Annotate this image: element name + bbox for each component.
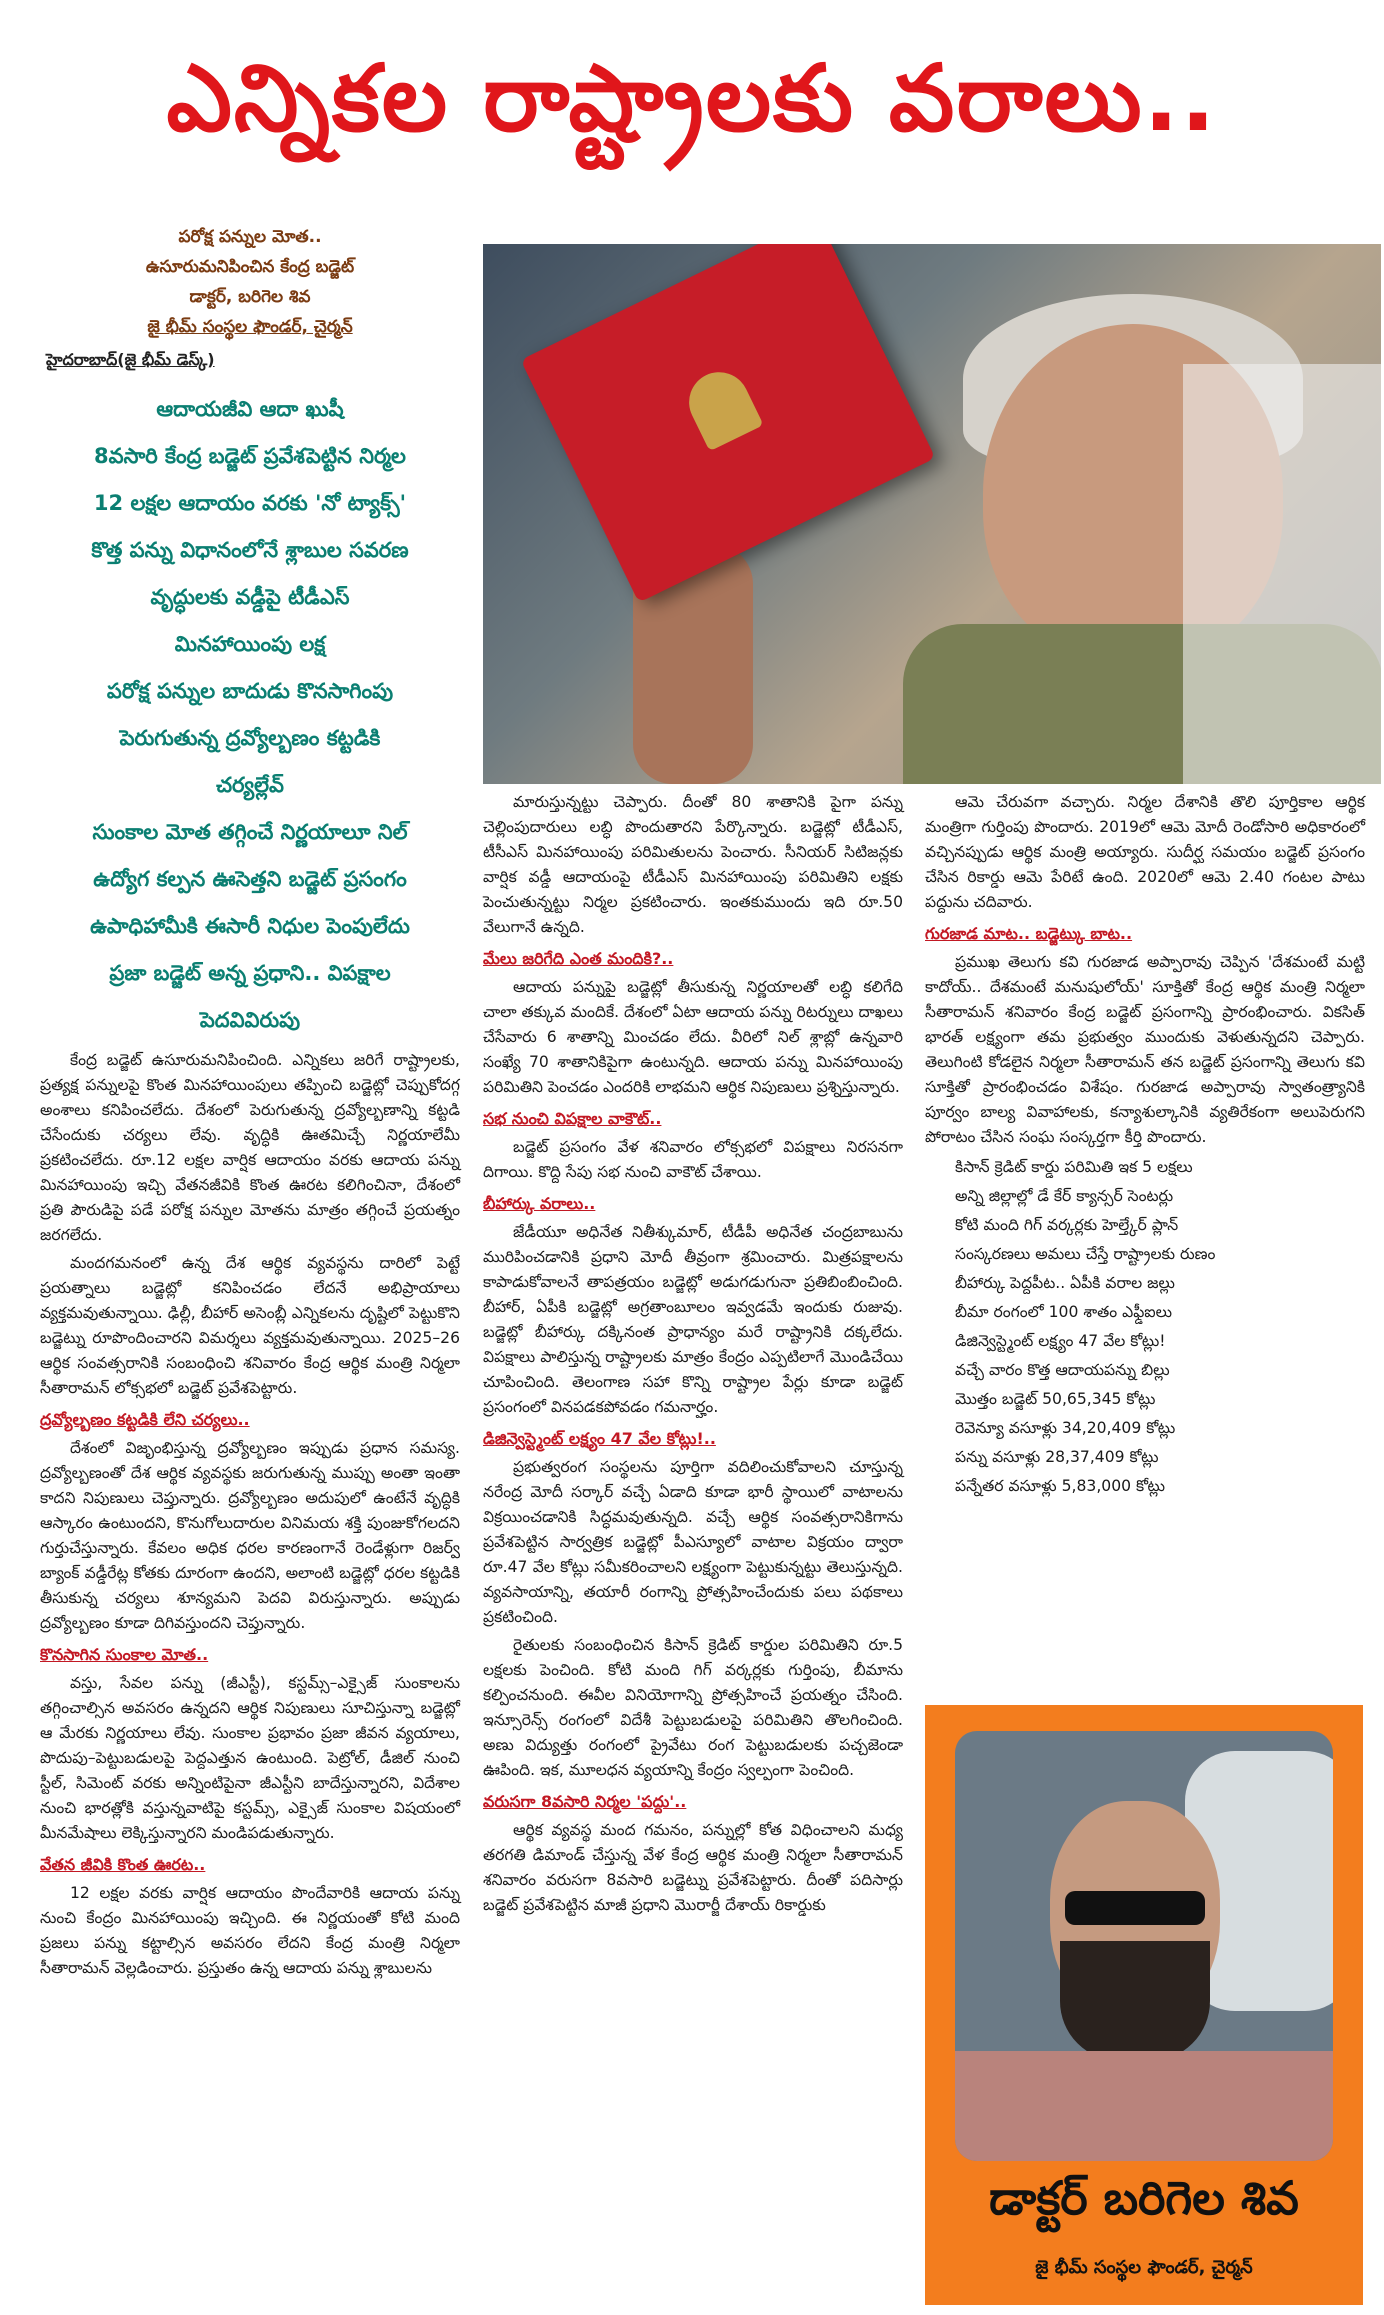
author-name: డాక్టర్, బరిగెల శివ bbox=[189, 287, 311, 307]
body-paragraph: దేశంలో విజృంభిస్తున్న ద్రవ్యోల్బణం ఇప్పుడు ప్రధాన సమస్య. ద్రవ్యోల్బణంతో దేశ ఆర్థిక వ్యవస్థకు జరుగుతున్న ముప్పు అంతా ఇంతా కాదని నిపుణులు చెప్తున్నారు. ద్రవ్యోల్బణం అదుపులో ఉంటేనే వృద్ధికి ఆస్కారం ఉంటుందని, కొనుగోలుదారుల వినిమయ శక్తి పుంజుకోగలదని గుర్తుచేస్తున్నారు. కేవలం అధిక ధరల కారణంగానే రెండేళ్లుగా రిజర్వ్ బ్యాంక్ వడ్డీరేట్ల కోతకు దూరంగా ఉందని, అలాంటి బడ్జెట్లో ధరల కట్టడికి తీసుకున్న చర్యలు శూన్యమని పెదవి విరుస్తున్నారు. అప్పుడు ద్రవ్యోల్బణం కూడా దిగివస్తుందని చెప్తున్నారు. bbox=[40, 1439, 460, 1632]
fact-item: సంస్కరణలు అమలు చేస్తే రాష్ట్రాలకు రుణం bbox=[955, 1245, 1216, 1263]
budget-tablet-folder bbox=[521, 244, 936, 603]
highlights-list bbox=[40, 386, 460, 1044]
section-subhead: మేలు జరిగేది ఎంత మందికి?.. bbox=[483, 949, 674, 968]
photo-shirt bbox=[955, 2051, 1333, 2161]
section-subhead: వేతన జీవికి కొంత ఊరట.. bbox=[40, 1855, 206, 1874]
intro-block bbox=[40, 222, 460, 1044]
author-role: జై భీమ్ సంస్థల ఫౌండర్, చైర్మన్ bbox=[147, 317, 353, 337]
section-subhead: గురజాడ మాట.. బడ్జెట్కు బాట.. bbox=[925, 924, 1133, 943]
highlight-line: సుంకాల మోత తగ్గించే నిర్ణయాలూ నిల్ bbox=[92, 820, 408, 844]
dateline-text: హైదరాబాద్(జై భీమ్ డెస్క్) bbox=[46, 350, 215, 369]
finance-minister-photo bbox=[483, 244, 1381, 784]
body-paragraph: రైతులకు సంబంధించిన కిసాన్ క్రెడిట్ కార్డుల పరిమితిని రూ.5 లక్షలకు పెంచింది. కోటి మంది గిగ్ వర్కర్లకు గుర్తింపు, బీమాను కల్పించనుంది. ఈవీల వినియోగాన్ని ప్రోత్సహించే ప్రయత్నం చేసింది. ఇన్సూరెన్స్ రంగంలో విదేశీ పెట్టుబడులపై పరిమితిని తొలగించింది. అణు విద్యుత్తు రంగంలో ప్రైవేటు రంగ పెట్టుబడులకు పచ్చజెండా ఊపింది. ఇక, మూలధన వ్యయాన్ని కేంద్రం స్వల్పంగా పెంచింది. bbox=[483, 1636, 903, 1779]
section-subhead: కొనసాగిన సుంకాల మోత.. bbox=[40, 1645, 209, 1664]
body-paragraph: ప్రముఖ తెలుగు కవి గురజాడ అప్పారావు చెప్పిన 'దేశమంటే మట్టి కాదోయ్.. దేశమంటే మనుషులోయ్' సూక్తితో కేంద్ర ఆర్థిక మంత్రి నిర్మలా సీతారామన్ శనివారం కేంద్ర బడ్జెట్ ప్రసంగాన్ని ప్రారంభించారు. వికసిత్ భారత్ లక్ష్యంగా తమ ప్రభుత్వం ముందుకు వెళుతున్నదని చెప్పారు. తెలుగింటి కోడలైన నిర్మలా సీతారామన్ తన బడ్జెట్ ప్రసంగాన్ని తెలుగు కవి సూక్తితో ప్రారంభించడం విశేషం. గురజాడ అప్పారావు స్వాతంత్ర్యానికి పూర్వం బాల్య వివాహాలకు, కన్యాశుల్కానికి వ్యతిరేకంగా అలుపెరుగని పోరాటం చేసిన సంఘ సంస్కర్తగా కీర్తి పొందారు. bbox=[925, 953, 1365, 1146]
fact-item: అన్ని జిల్లాల్లో డే కేర్ క్యాన్సర్ సెంటర్లు bbox=[955, 1187, 1174, 1205]
author-photo bbox=[955, 1731, 1333, 2161]
body-paragraph: ఆమె చేరువగా వచ్చారు. నిర్మల దేశానికి తొలి పూర్తికాల ఆర్థిక మంత్రిగా గుర్తింపు పొందారు. 2019లో ఆమె మోదీ రెండోసారి అధికారంలో వచ్చినప్పుడు ఆర్థిక మంత్రి అయ్యారు. సుదీర్ఘ సమయం బడ్జెట్ ప్రసంగం చేసిన రికార్డు ఆమె పేరిటే ఉంది. 2020లో ఆమె 2.40 గంటల పాటు పద్దును చదివారు. bbox=[925, 793, 1365, 911]
body-paragraph: 12 లక్షల వరకు వార్షిక ఆదాయం పొందేవారికి ఆదాయ పన్ను నుంచి కేంద్రం మినహాయింపు ఇచ్చింది. ఈ నిర్ణయంతో కోటి మంది ప్రజలు పన్ను కట్టాల్సిన అవసరం లేదని కేంద్ర మంత్రి నిర్మలా సీతారామన్ వెల్లడించారు. ప్రస్తుతం ఉన్న ఆదాయ పన్ను శ్లాబులను bbox=[40, 1884, 460, 1977]
body-paragraph: బడ్జెట్ ప్రసంగం వేళ శనివారం లోక్సభలో విపక్షాలు నిరసనగా దిగాయి. కొద్ది సేపు సభ నుంచి వాకౌట్ చేశాయి. bbox=[483, 1138, 903, 1181]
body-paragraph: మందగమనంలో ఉన్న దేశ ఆర్థిక వ్యవస్థను దారిలో పెట్టే ప్రయత్నాలు బడ్జెట్లో కనిపించడం లేదనే అభిప్రాయాలు వ్యక్తమవుతున్నాయి. ఢిల్లీ, బీహార్ అసెంబ్లీ ఎన్నికలను దృష్టిలో పెట్టుకొని బడ్జెట్ను రూపొందించారని విమర్శలు వ్యక్తమవుతున్నాయి. 2025–26 ఆర్థిక సంవత్సరానికి సంబంధించి శనివారం కేంద్ర ఆర్థిక మంత్రి నిర్మలా సీతారామన్ లోక్సభలో బడ్జెట్ ప్రవేశపెట్టారు. bbox=[40, 1254, 460, 1397]
fact-item: మొత్తం బడ్జెట్ 50,65,345 కోట్లు bbox=[955, 1390, 1156, 1408]
section-subhead: వరుసగా 8వసారి నిర్మల 'పద్దు'.. bbox=[483, 1792, 687, 1811]
highlight-line: పెదవివిరుపు bbox=[199, 1008, 301, 1032]
article-column-1 bbox=[40, 1048, 460, 1984]
highlight-line: పరోక్ష పన్నుల బాదుడు కొనసాగింపు bbox=[106, 679, 394, 703]
body-paragraph: కేంద్ర బడ్జెట్ ఉసూరుమనిపించింది. ఎన్నికలు జరిగే రాష్ట్రాలకు, ప్రత్యక్ష పన్నులపై కొంత మినహాయింపులు తప్పించి బడ్జెట్లో చెప్పుకోదగ్గ అంశాలు కనిపించలేదు. దేశంలో పెరుగుతున్న ద్రవ్యోల్బణాన్ని కట్టడి చేసేందుకు చర్యలు లేవు. వృద్ధికి ఊతమిచ్చే నిర్ణయాలేమీ ప్రకటించలేదు. రూ.12 లక్షల వార్షిక ఆదాయం వరకు ఆదాయ పన్ను మినహాయింపు ఇచ్చి వేతనజీవికి కొంత ఊరట కలిగించినా, దేశంలో ప్రతి పౌరుడిపై పడే పరోక్ష పన్నుల మోతను మాత్రం తగ్గించే ప్రయత్నం జరగలేదు. bbox=[40, 1051, 460, 1244]
highlight-line: మినహాయింపు లక్ష bbox=[174, 632, 326, 656]
article-column-2 bbox=[483, 790, 903, 1921]
highlight-line: పెరుగుతున్న ద్రవ్యోల్బణం కట్టడికి bbox=[119, 726, 381, 750]
column-3-body bbox=[925, 790, 1365, 1150]
kicker-line: పరోక్ష పన్నుల మోత.. bbox=[178, 227, 322, 247]
fact-item: బీమా రంగంలో 100 శాతం ఎఫ్డీఐలు bbox=[955, 1303, 1173, 1321]
highlight-line: ప్రజా బడ్జెట్ అన్న ప్రధాని.. విపక్షాల bbox=[109, 961, 391, 985]
fact-item: వచ్చే వారం కొత్త ఆదాయపన్ను బిల్లు bbox=[955, 1361, 1170, 1379]
photo-car-window bbox=[1183, 364, 1381, 784]
highlight-line: చర్యల్లేవ్ bbox=[216, 773, 284, 797]
national-emblem-icon bbox=[679, 362, 764, 451]
highlight-line: ఆదాయజీవి ఆదా ఖుషీ bbox=[156, 397, 344, 421]
sunglasses-icon bbox=[1065, 1891, 1205, 1925]
body-paragraph: జేడీయూ అధినేత నితీశ్కుమార్, టీడీపీ అధినేత చంద్రబాబును మురిపించడానికి ప్రధాని మోదీ తీవ్రంగా శ్రమించారు. మిత్రపక్షాలను కాపాడుకోవాలనే తాపత్రయం బడ్జెట్లో అడుగడుగునా ప్రతిబింబించింది. బీహార్, ఏపీకి బడ్జెట్లో అగ్రతాంబూలం ఇవ్వడమే ఇందుకు రుజువు. బడ్జెట్లో బీహార్కు దక్కినంత ప్రాధాన్యం మరే రాష్ట్రానికి దక్కలేదు. విపక్షాలు పాలిస్తున్న రాష్ట్రాలకు మాత్రం కేంద్రం ఎప్పటిలాగే మొండిచేయి చూపించింది. తెలంగాణ సహా కొన్ని రాష్ట్రాల పేర్లు కూడా బడ్జెట్ ప్రసంగంలో వినపడకపోవడం గమనార్హం. bbox=[483, 1223, 903, 1416]
fact-item: కోటి మంది గిగ్ వర్కర్లకు హెల్త్కేర్ ప్లాన్ bbox=[955, 1216, 1179, 1234]
profile-name: డాక్టర్ బరిగెల శివ bbox=[989, 2171, 1299, 2225]
fact-item: పన్నేతర వసూళ్లు 5,83,000 కోట్లు bbox=[955, 1477, 1165, 1495]
section-subhead: డిజిన్వెస్ట్మెంట్ లక్ష్యం 47 వేల కోట్లు!.. bbox=[483, 1429, 716, 1448]
fact-item: రెవెన్యూ వసూళ్లు 34,20,409 కోట్లు bbox=[955, 1419, 1176, 1437]
section-subhead: ద్రవ్యోల్బణం కట్టడికి లేని చర్యలు.. bbox=[40, 1410, 250, 1429]
body-paragraph: వస్తు, సేవల పన్ను (జీఎస్టీ), కస్టమ్స్–ఎక్సైజ్ సుంకాలను తగ్గించాల్సిన అవసరం ఉన్నదని ఆర్థిక నిపుణులు సూచిస్తున్నా బడ్జెట్లో ఆ మేరకు నిర్ణయాలు లేవు. సుంకాల ప్రభావం ప్రజా జీవన వ్యయాలు, పొదుపు–పెట్టుబడులపై పెద్దఎత్తున ఉంటుంది. పెట్రోల్, డీజిల్ నుంచి స్టీల్, సిమెంట్ వరకు అన్నింటిపైనా జీఎస్టీని బాదేస్తున్నారని, విదేశాల నుంచి భారత్లోకి వస్తున్నవాటిపై కస్టమ్స్, ఎక్సైజ్ సుంకాల విషయంలో మీనమేషాలు లెక్కిస్తున్నారని మండిపడుతున్నారు. bbox=[40, 1674, 460, 1842]
dateline bbox=[46, 348, 460, 372]
body-paragraph: ఆర్థిక వ్యవస్థ మంద గమనం, పన్నుల్లో కోత విధించాలని మధ్య తరగతి డిమాండ్ చేస్తున్న వేళ కేంద్ర ఆర్థిక మంత్రి నిర్మలా సీతారామన్ శనివారం వరుసగా 8వసారి బడ్జెట్ను ప్రవేశపెట్టారు. దీంతో పదిసార్లు బడ్జెట్ ప్రవేశపెట్టిన మాజీ ప్రధాని మొరార్జీ దేశాయ్ రికార్డుకు bbox=[483, 1821, 903, 1914]
highlight-line: వృద్ధులకు వడ్డీపై టీడీఎస్ bbox=[150, 585, 350, 609]
body-paragraph: మారుస్తున్నట్టు చెప్పారు. దీంతో 80 శాతానికి పైగా పన్ను చెల్లింపుదారులు లబ్ధి పొందుతారని పేర్కొన్నారు. బడ్జెట్లో టీడీఎస్, టీసీఎస్ మినహాయింపు పరిమితులను పెంచారు. సీనియర్ సిటిజన్లకు వార్షిక వడ్డీ ఆదాయంపై టీడీఎస్ మినహాయింపు పరిమితిని లక్షకు పెంచుతున్నట్టు నిర్మల ప్రకటించారు. ఇంతకుముందు ఇది రూ.50 వేలుగానే ఉన్నది. bbox=[483, 793, 903, 936]
section-subhead: బీహార్కు వరాలు.. bbox=[483, 1194, 596, 1213]
profile-role: జై భీమ్ సంస్థల ఫౌండర్, చైర్మన్ bbox=[1035, 2257, 1253, 2278]
headline: ఎన్నికల రాష్ట్రాలకు వరాలు.. bbox=[166, 45, 1218, 152]
fact-item: పన్ను వసూళ్లు 28,37,409 కోట్లు bbox=[955, 1448, 1159, 1466]
highlight-line: ఉపాధిహామీకి ఈసారీ నిధుల పెంపులేదు bbox=[90, 914, 410, 938]
highlight-line: 8వసారి కేంద్ర బడ్జెట్ ప్రవేశపెట్టిన నిర్మల bbox=[94, 444, 406, 468]
photo-beard bbox=[1060, 1941, 1210, 2061]
body-paragraph: ఆదాయ పన్నుపై బడ్జెట్లో తీసుకున్న నిర్ణయాలతో లబ్ధి కలిగేది చాలా తక్కువ మందికే. దేశంలో ఏటా ఆదాయ పన్ను రిటర్నులు దాఖలు చేసేవారు 6 శాతాన్ని మించడం లేదు. వీరిలో నిల్ శ్లాబ్లో ఉన్నవారి సంఖ్యే 70 శాతానికిపైగా ఉంటున్నది. ఆదాయ పన్ను మినహాయింపు పరిమితిని పెంచడం ఎందరికి లాభమని ఆర్థిక నిపుణులు ప్రశ్నిస్తున్నారు. bbox=[483, 978, 903, 1096]
article-column-3 bbox=[925, 790, 1365, 1501]
section-subhead: సభ నుంచి విపక్షాల వాకౌట్.. bbox=[483, 1109, 662, 1128]
author-profile-card bbox=[925, 1705, 1363, 2305]
fact-item: కిసాన్ క్రెడిట్ కార్డు పరిమితి ఇక 5 లక్షలు bbox=[955, 1158, 1193, 1176]
highlight-line: 12 లక్షల ఆదాయం వరకు 'నో ట్యాక్స్' bbox=[93, 491, 407, 515]
body-paragraph: ప్రభుత్వరంగ సంస్థలను పూర్తిగా వదిలించుకోవాలని చూస్తున్న నరేంద్ర మోదీ సర్కార్ వచ్చే ఏడాది కూడా భారీ స్థాయిలో వాటాలను విక్రయించడానికి సిద్ధమవుతున్నది. వచ్చే ఆర్థిక సంవత్సరానికిగాను ప్రవేశపెట్టిన సార్వత్రిక బడ్జెట్లో పీఎస్యూలో వాటాల విక్రయం ద్వారా రూ.47 వేల కోట్లు సమీకరించాలని లక్ష్యంగా పెట్టుకున్నట్టు తెలుస్తున్నది. వ్యవసాయాన్ని, తయారీ రంగాన్ని ప్రోత్సహించేందుకు పలు పథకాలు ప్రకటించింది. bbox=[483, 1458, 903, 1626]
facts-list bbox=[925, 1153, 1365, 1501]
highlight-line: కొత్త పన్ను విధానంలోనే శ్లాబుల సవరణ bbox=[91, 538, 409, 562]
kicker-line: ఉసూరుమనిపించిన కేంద్ర బడ్జెట్ bbox=[145, 257, 355, 277]
highlight-line: ఉద్యోగ కల్పన ఊసెత్తని బడ్జెట్ ప్రసంగం bbox=[93, 867, 407, 891]
fact-item: బీహార్కు పెద్దపీట.. ఏపీకి వరాల జల్లు bbox=[955, 1274, 1175, 1292]
fact-item: డిజిన్వెస్ట్మెంట్ లక్ష్యం 47 వేల కోట్లు! bbox=[955, 1332, 1166, 1350]
